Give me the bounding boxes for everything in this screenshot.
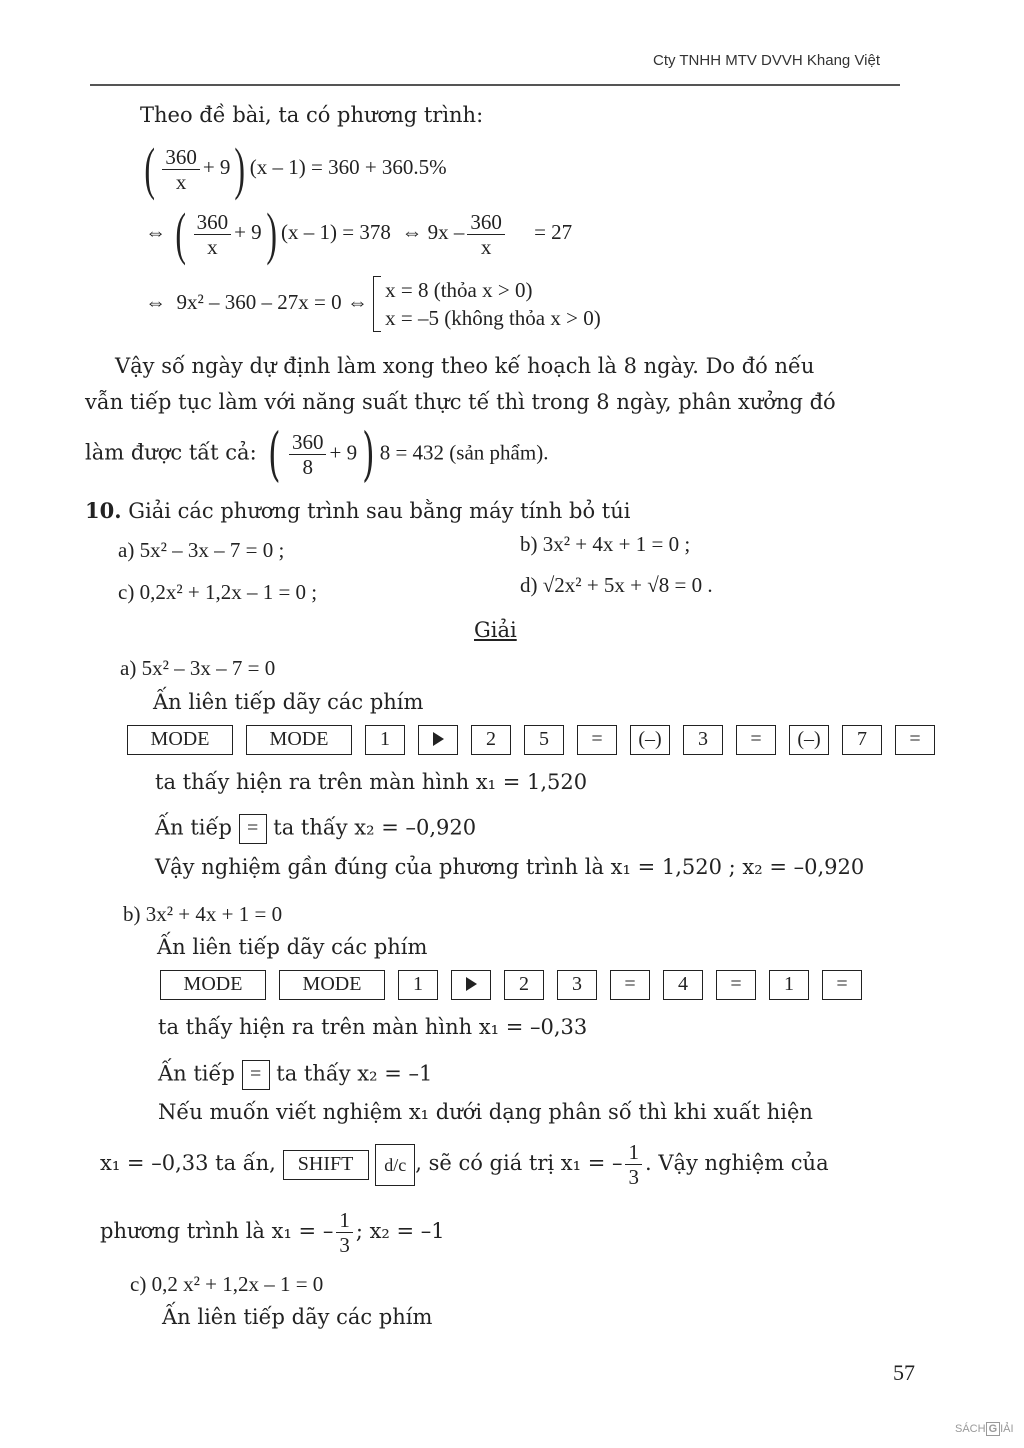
part-a-press: Ấn liên tiếp dãy các phím xyxy=(153,690,424,714)
part-a-key-equals[interactable]: = xyxy=(895,725,935,755)
part-a-show: ta thấy hiện ra trên màn hình x₁ = 1,520 xyxy=(155,770,588,794)
part-b-key-1[interactable]: 1 xyxy=(769,970,809,1000)
part-b-key-equals[interactable]: = xyxy=(716,970,756,1000)
part-b-fraction-line-1: Nếu muốn viết nghiệm x₁ dưới dạng phân số thì khi xuất hiện xyxy=(158,1100,813,1124)
conclusion-line-3: làm được tất cả: ( $\frac{360}{8}$ + 9) 8 = 432 (sản phẩm). xyxy=(85,420,549,488)
problem-b: b) 3x² + 4x + 1 = 0 ; xyxy=(520,532,691,556)
solution-heading: Giải xyxy=(474,618,517,642)
part-a-key-mode[interactable]: MODE xyxy=(246,725,352,755)
part-b-show: ta thấy hiện ra trên màn hình x₁ = –0,33 xyxy=(158,1015,588,1039)
part-a-key-right-arrow[interactable] xyxy=(418,725,458,755)
part-b-next: Ấn tiếp = ta thấy x₂ = –1 xyxy=(158,1060,432,1090)
fraction: $\frac{360}{x}$ xyxy=(467,210,505,259)
part-a-key-equals[interactable]: = xyxy=(577,725,617,755)
part-b-key-mode[interactable]: MODE xyxy=(160,970,266,1000)
part-b-key-mode[interactable]: MODE xyxy=(279,970,385,1000)
fraction: $\frac{1}{3}$ xyxy=(336,1208,353,1257)
part-a-key-5[interactable]: 5 xyxy=(524,725,564,755)
part-a-key-negative[interactable]: (–) xyxy=(630,725,670,755)
part-b-equation: b) 3x² + 4x + 1 = 0 xyxy=(123,902,283,926)
part-a-key-2[interactable]: 2 xyxy=(471,725,511,755)
play-icon xyxy=(466,977,477,991)
part-b-key-3[interactable]: 3 xyxy=(557,970,597,1000)
fraction-dc-key[interactable]: d/c xyxy=(375,1144,415,1186)
part-b-key-equals[interactable]: = xyxy=(610,970,650,1000)
problem-d: d) √2x² + 5x + √8 = 0 . xyxy=(520,573,713,597)
intro-text: Theo đề bài, ta có phương trình: xyxy=(140,103,484,127)
equation-2: ⇔ ( $\frac{360}{x}$ + 9) (x – 1) = 378 ⇔ 9x – $\frac{360}{x}$ = 27 xyxy=(145,201,573,266)
fraction: $\frac{1}{3}$ xyxy=(625,1140,642,1189)
part-a-key-equals[interactable]: = xyxy=(736,725,776,755)
part-b-key-sequence xyxy=(160,970,875,1000)
problem-title: 10. Giải các phương trình sau bằng máy tính bỏ túi xyxy=(85,498,631,523)
part-b-press: Ấn liên tiếp dãy các phím xyxy=(157,935,428,959)
play-icon xyxy=(433,732,444,746)
header-rule xyxy=(90,84,900,86)
fraction: $\frac{360}{x}$ xyxy=(162,145,200,194)
part-a-key-negative[interactable]: (–) xyxy=(789,725,829,755)
part-a-key-3[interactable]: 3 xyxy=(683,725,723,755)
part-a-key-7[interactable]: 7 xyxy=(842,725,882,755)
conclusion-line-1: Vậy số ngày dự định làm xong theo kế hoạch là 8 ngày. Do đó nếu xyxy=(115,354,815,378)
part-a-key-sequence xyxy=(127,725,948,755)
part-b-key-equals[interactable]: = xyxy=(822,970,862,1000)
page-number: 57 xyxy=(893,1360,915,1385)
part-a-result: Vậy nghiệm gần đúng của phương trình là x₁ = 1,520 ; x₂ = –0,920 xyxy=(155,855,865,879)
part-c-press: Ấn liên tiếp dãy các phím xyxy=(162,1305,433,1329)
part-c-equation: c) 0,2 x² + 1,2x – 1 = 0 xyxy=(130,1272,324,1296)
problem-a: a) 5x² – 3x – 7 = 0 ; xyxy=(118,538,285,562)
shift-key[interactable]: SHIFT xyxy=(283,1150,369,1180)
part-a-equation: a) 5x² – 3x – 7 = 0 xyxy=(120,656,276,680)
part-b-key-1[interactable]: 1 xyxy=(398,970,438,1000)
equation-3: ⇔ 9x² – 360 – 27x = 0 ⇔ x = 8 (thỏa x > 0) x = –5 (không thỏa x > 0) xyxy=(145,278,601,330)
problem-c: c) 0,2x² + 1,2x – 1 = 0 ; xyxy=(118,580,318,604)
equals-key[interactable]: = xyxy=(242,1060,270,1090)
part-a-key-mode[interactable]: MODE xyxy=(127,725,233,755)
publisher-header: Cty TNHH MTV DVVH Khang Việt xyxy=(653,52,881,69)
part-b-fraction-line-2: x₁ = –0,33 ta ấn, SHIFT d/c , sẽ có giá trị x₁ = – $\frac{1}{3}$ . Vậy nghiệm của xyxy=(100,1140,829,1189)
equals-key[interactable]: = xyxy=(239,814,267,844)
fraction: $\frac{360}{8}$ xyxy=(289,430,327,479)
part-b-key-4[interactable]: 4 xyxy=(663,970,703,1000)
fraction: $\frac{360}{x}$ xyxy=(194,210,232,259)
part-b-key-right-arrow[interactable] xyxy=(451,970,491,1000)
part-a-key-1[interactable]: 1 xyxy=(365,725,405,755)
part-b-result: phương trình là x₁ = – $\frac{1}{3}$ ; x₂ = –1 xyxy=(100,1208,445,1257)
sachgiai-logo: SÁCH G IẢI xyxy=(955,1423,1014,1435)
part-b-key-2[interactable]: 2 xyxy=(504,970,544,1000)
part-a-next: Ấn tiếp = ta thấy x₂ = –0,920 xyxy=(155,814,476,844)
conclusion-line-2: vẫn tiếp tục làm với năng suất thực tế thì trong 8 ngày, phân xưởng đó xyxy=(85,390,836,414)
equation-1: ( $\frac{360}{x}$ + 9) (x – 1) = 360 + 360.5% xyxy=(144,136,447,201)
